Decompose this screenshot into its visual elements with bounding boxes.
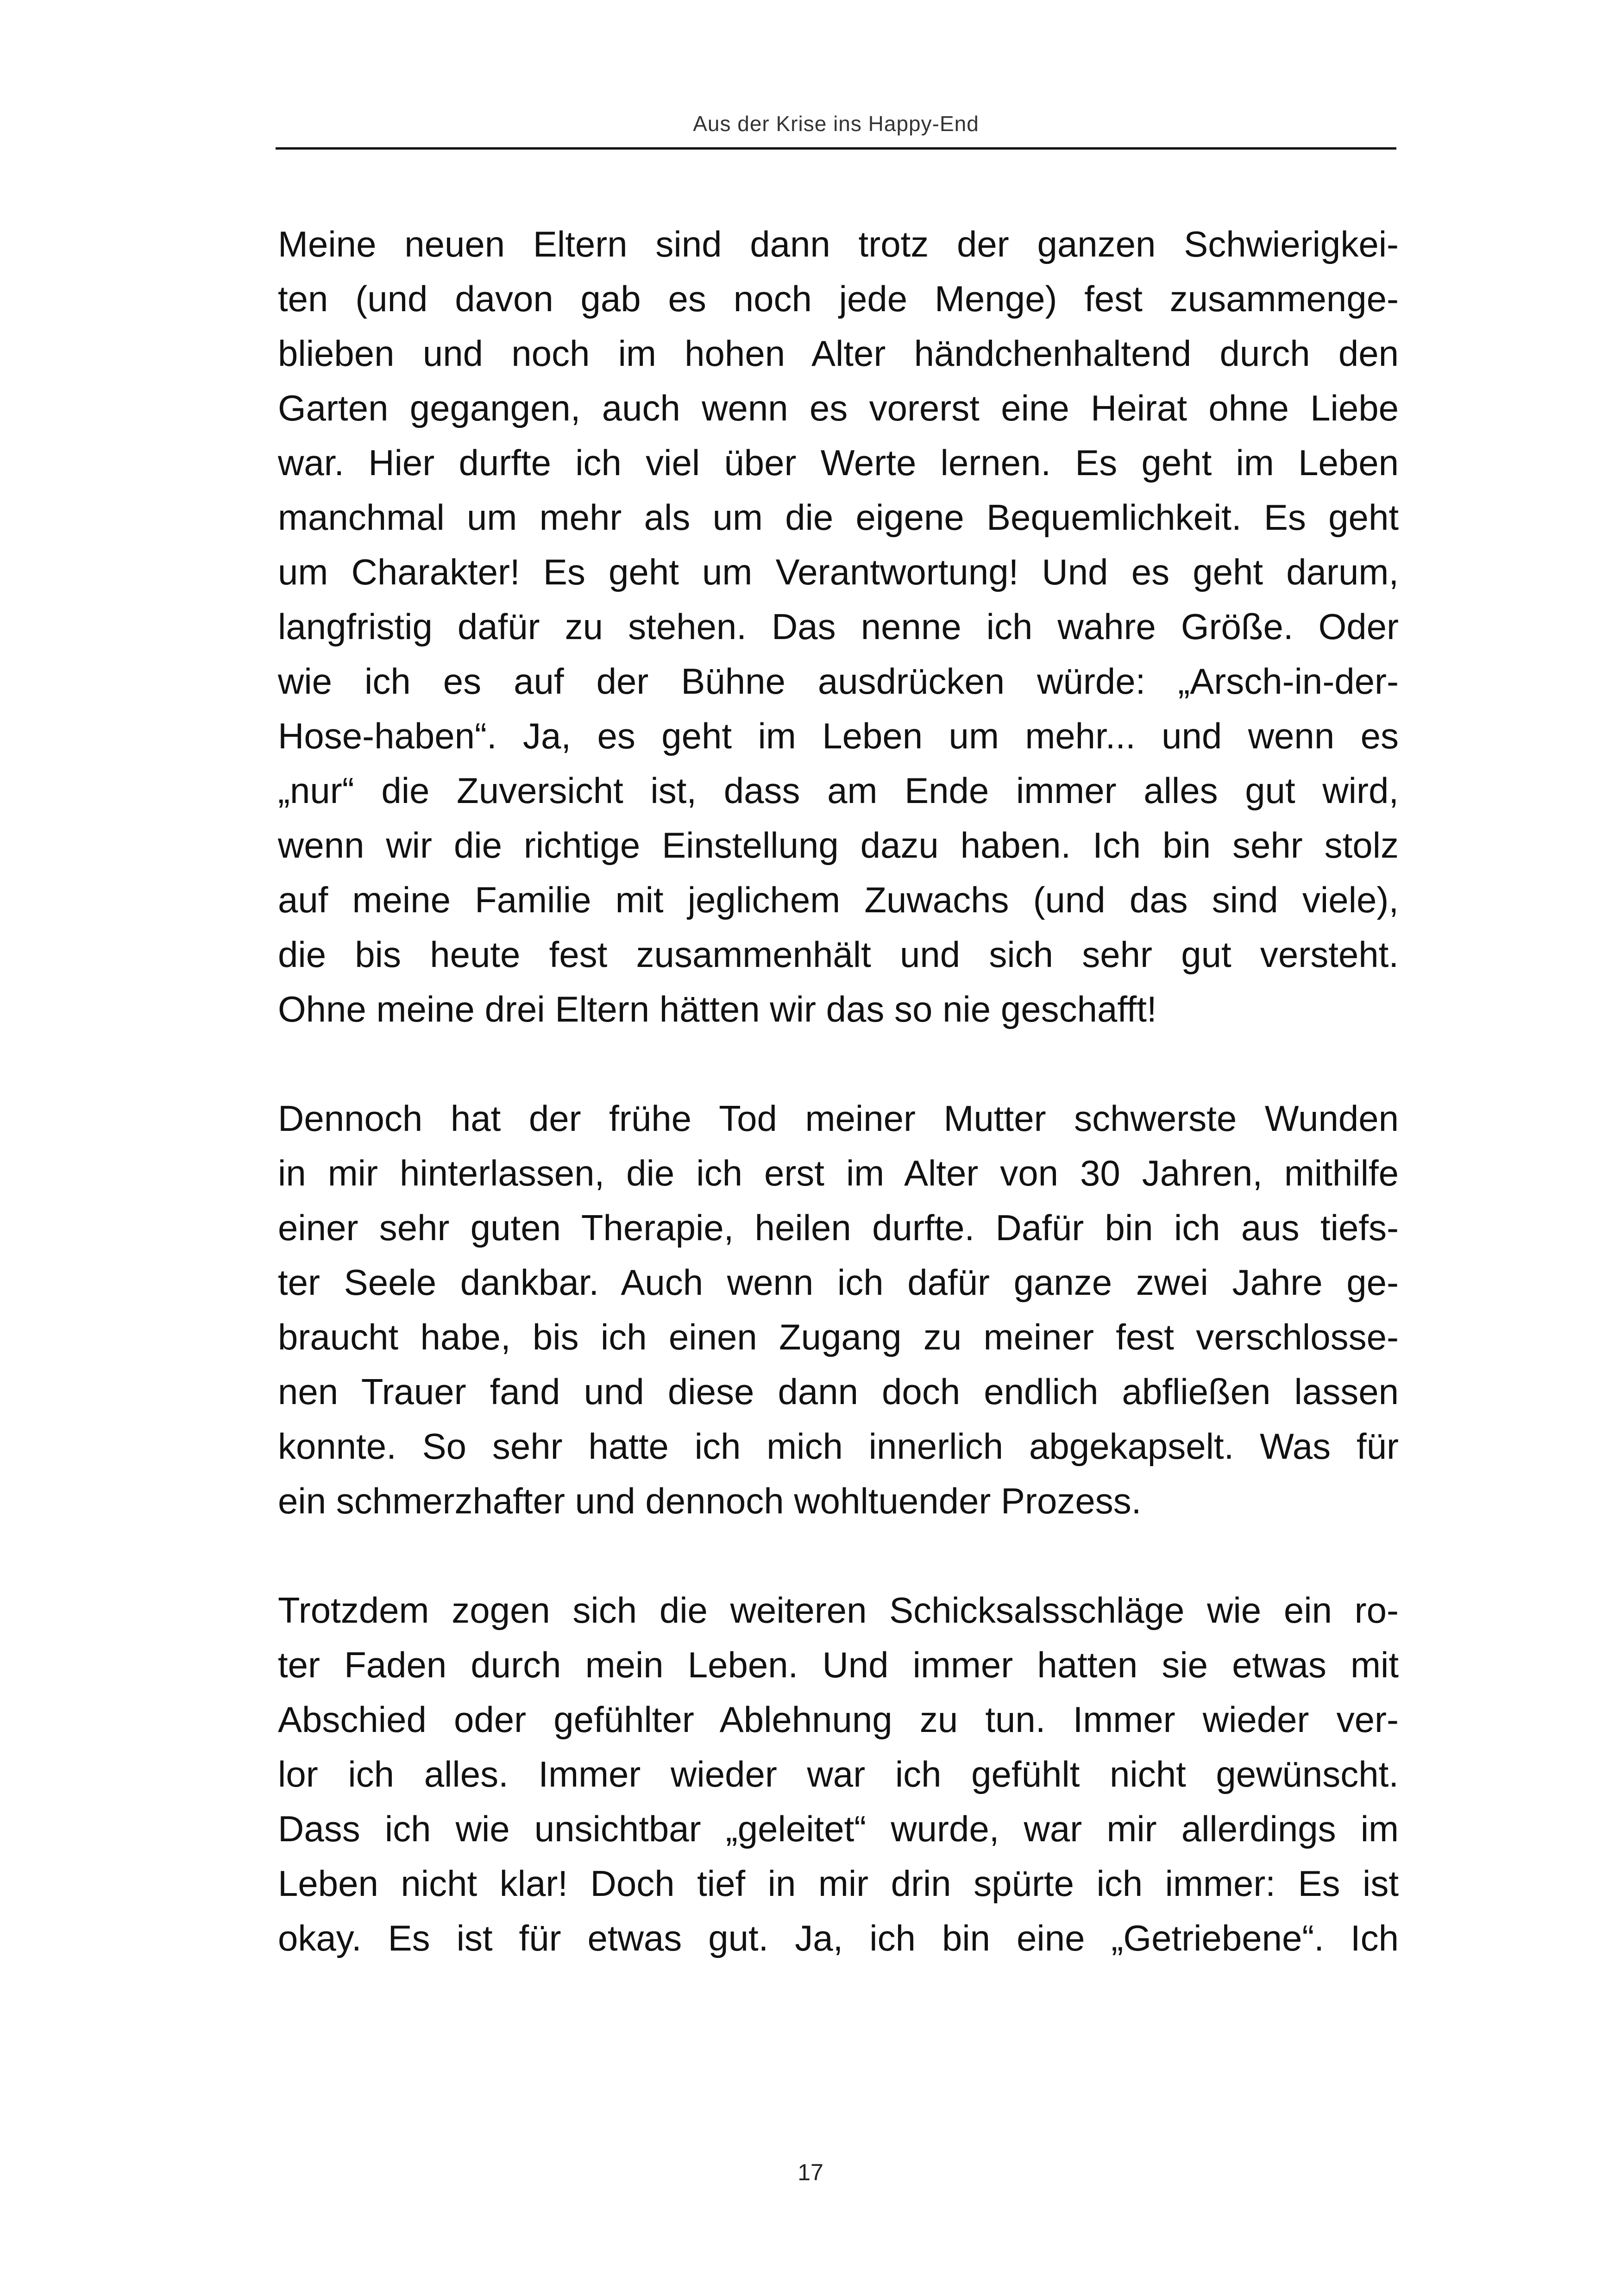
text-line: Dass ich wie unsichtbar „geleitet“ wurde, war mir allerdings im: [278, 1808, 1399, 1849]
text-line: okay. Es ist für etwas gut. Ja, ich bin eine „Getriebene“. Ich: [278, 1918, 1399, 1958]
paragraph-1: [278, 217, 1399, 1036]
paragraph-3: [278, 1583, 1399, 1965]
text-line: manchmal um mehr als um die eigene Bequemlichkeit. Es geht: [278, 497, 1399, 538]
text-line: ter Seele dankbar. Auch wenn ich dafür ganze zwei Jahre ge-: [278, 1262, 1399, 1303]
page-number: 17: [798, 2159, 823, 2185]
text-line: einer sehr guten Therapie, heilen durfte. Dafür bin ich aus tiefs-: [278, 1207, 1399, 1248]
text-line: ten (und davon gab es noch jede Menge) fest zusammenge-: [278, 278, 1399, 319]
text-line: war. Hier durfte ich viel über Werte lernen. Es geht im Leben: [278, 442, 1399, 483]
text-line: blieben und noch im hohen Alter händchenhaltend durch den: [278, 333, 1399, 374]
body-text: [278, 217, 1399, 2020]
text-line: Hose-haben“. Ja, es geht im Leben um mehr... und wenn es: [278, 715, 1399, 756]
text-line: ter Faden durch mein Leben. Und immer hatten sie etwas mit: [278, 1644, 1399, 1685]
text-line: Meine neuen Eltern sind dann trotz der ganzen Schwierigkei-: [278, 224, 1399, 264]
text-line: wenn wir die richtige Einstellung dazu haben. Ich bin sehr stolz: [278, 825, 1399, 866]
text-line: lor ich alles. Immer wieder war ich gefühlt nicht gewünscht.: [278, 1754, 1399, 1794]
text-line: Ohne meine drei Eltern hätten wir das so nie geschafft!: [278, 989, 1157, 1029]
text-line: konnte. So sehr hatte ich mich innerlich abgekapselt. Was für: [278, 1426, 1399, 1467]
text-line: Dennoch hat der frühe Tod meiner Mutter schwerste Wunden: [278, 1098, 1399, 1139]
text-line: auf meine Familie mit jeglichem Zuwachs (und das sind viele),: [278, 879, 1399, 920]
text-line: in mir hinterlassen, die ich erst im Alter von 30 Jahren, mithilfe: [278, 1153, 1399, 1193]
text-line: die bis heute fest zusammenhält und sich sehr gut versteht.: [278, 934, 1399, 975]
text-line: Leben nicht klar! Doch tief in mir drin spürte ich immer: Es ist: [278, 1863, 1399, 1904]
text-line: wie ich es auf der Bühne ausdrücken würde: „Arsch-in-der-: [278, 661, 1399, 702]
text-line: Trotzdem zogen sich die weiteren Schicksalsschläge wie ein ro-: [278, 1590, 1399, 1631]
text-line: ein schmerzhafter und dennoch wohltuender Prozess.: [278, 1480, 1142, 1521]
text-line: braucht habe, bis ich einen Zugang zu meiner fest verschlosse-: [278, 1317, 1399, 1357]
text-line: „nur“ die Zuversicht ist, dass am Ende immer alles gut wird,: [278, 770, 1399, 811]
text-line: Abschied oder gefühlter Ablehnung zu tun. Immer wieder ver-: [278, 1699, 1399, 1740]
running-header: Aus der Krise ins Happy-End: [693, 112, 979, 136]
text-line: um Charakter! Es geht um Verantwortung! Und es geht darum,: [278, 552, 1399, 592]
text-line: nen Trauer fand und diese dann doch endlich abfließen lassen: [278, 1371, 1399, 1412]
header-rule: [276, 147, 1396, 150]
text-line: Garten gegangen, auch wenn es vorerst eine Heirat ohne Liebe: [278, 388, 1399, 428]
text-line: langfristig dafür zu stehen. Das nenne ich wahre Größe. Oder: [278, 606, 1399, 647]
paragraph-2: [278, 1091, 1399, 1528]
